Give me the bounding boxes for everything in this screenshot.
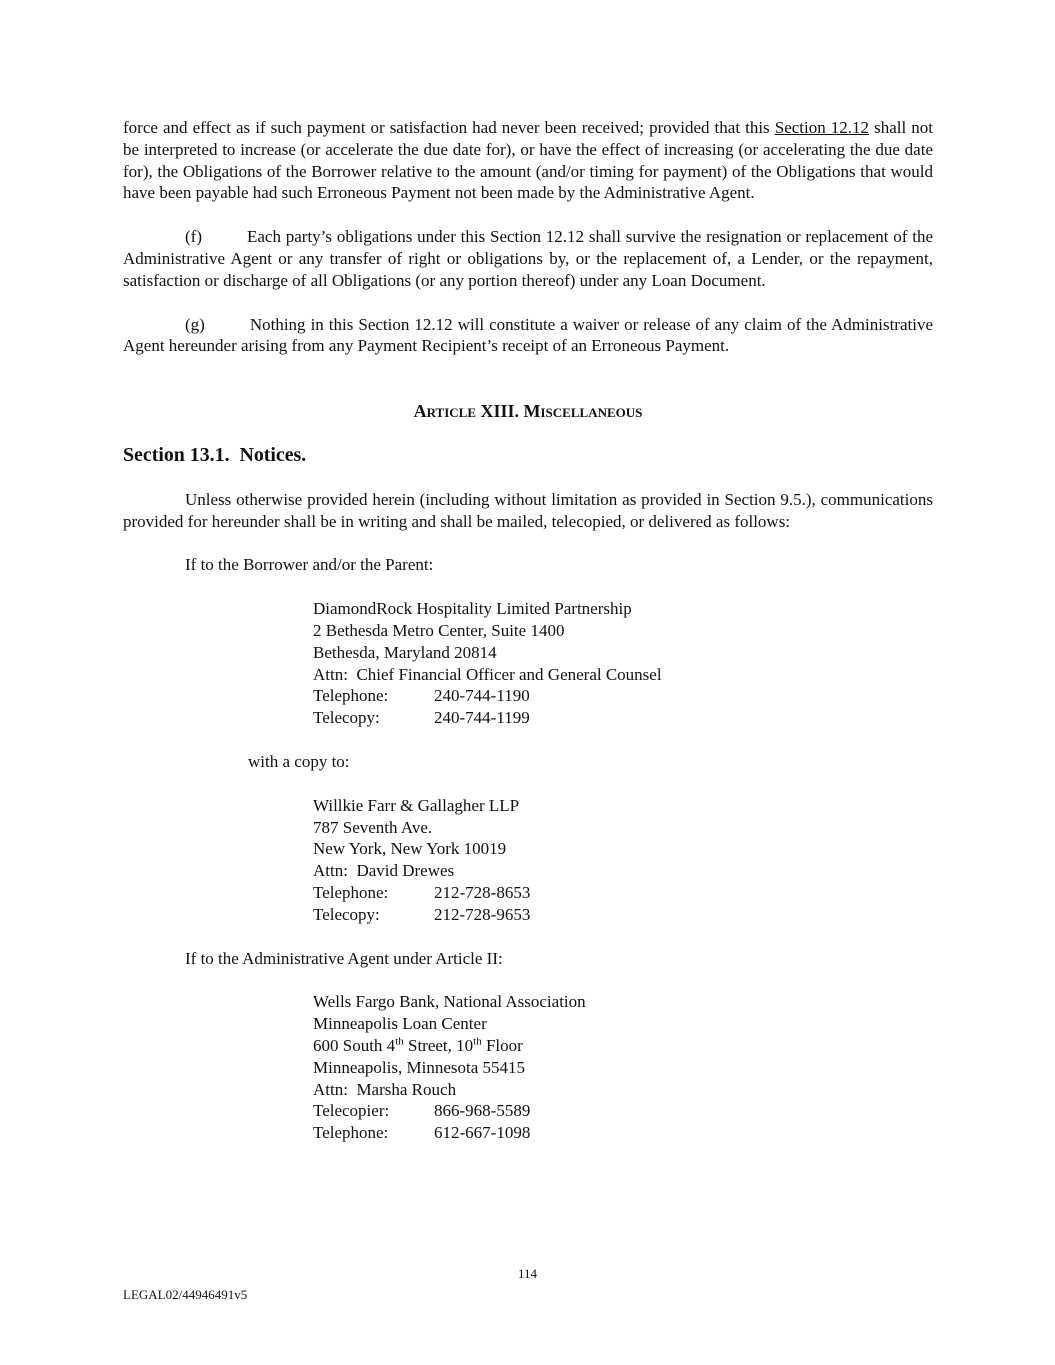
- paragraph-text: force and effect as if such payment or satisfaction had never been received; provided that this: [123, 118, 775, 137]
- paragraph-text: shall not be interpreted to increase (or accelerate the due date for), or have the effect of increasing (or accelerating the due date for), the Obligations of the Borrower relative to the amount (and/or timing for payment) of the Obligations that would have been payable had such Erroneous Payment not been made by the Administrative Agent.: [123, 118, 933, 203]
- paragraph-text: Each party’s obligations under this Section 12.12 shall survive the resignation or replacement of the Administrative Agent or any transfer of right or obligations by, or the replacement of, a Lender, or the repayment, satisfaction or discharge of all Obligations (or any portion thereof) under any Loan Document.: [123, 227, 933, 290]
- phone-number: 240-744-1199: [434, 708, 530, 728]
- phone-number: 212-728-8653: [434, 882, 531, 902]
- phone-number: 866-968-5589: [434, 1101, 531, 1121]
- paragraph-f: [123, 226, 933, 291]
- phone-label: Telephone:: [313, 686, 389, 706]
- address-line-company: Wells Fargo Bank, National Association: [313, 992, 586, 1012]
- agent-address-block: [123, 991, 933, 1144]
- article-xiii-heading: Article XIII. Miscellaneous: [413, 401, 643, 422]
- phone-label: Telephone:: [313, 1123, 389, 1143]
- phone-number: 240-744-1190: [434, 686, 530, 706]
- phone-line: [313, 904, 933, 926]
- address-line-company: Willkie Farr & Gallagher LLP: [313, 795, 520, 815]
- phone-line: [313, 1122, 933, 1144]
- paragraph-label: (g): [185, 314, 205, 334]
- phone-label: Telecopier:: [313, 1101, 390, 1121]
- address-line-company: DiamondRock Hospitality Limited Partnership: [313, 599, 632, 619]
- section-13-1-heading: Section 13.1. Notices.: [123, 443, 307, 466]
- phone-number: 612-667-1098: [434, 1123, 531, 1143]
- phone-label: Telephone:: [313, 882, 389, 902]
- street-text: Floor: [481, 1035, 523, 1055]
- address-line-city: New York, New York 10019: [313, 839, 507, 859]
- phone-line: [313, 882, 933, 904]
- phone-line: [313, 707, 933, 729]
- address-line-attn: Attn: Chief Financial Officer and General Counsel: [313, 664, 662, 684]
- ordinal-superscript: th: [473, 1035, 482, 1048]
- street-text: Street, 10: [403, 1035, 474, 1055]
- continuation-paragraph: [123, 117, 933, 204]
- address-line-street: 787 Seventh Ave.: [313, 817, 433, 837]
- address-line-attn: Attn: David Drewes: [313, 861, 455, 881]
- phone-label: Telecopy:: [313, 708, 380, 728]
- paragraph-g: [123, 314, 933, 358]
- address-line-city: Bethesda, Maryland 20814: [313, 642, 497, 662]
- street-text: 600 South 4: [313, 1035, 396, 1055]
- address-line-attn: Attn: Marsha Rouch: [313, 1079, 457, 1099]
- agent-notice-intro: If to the Administrative Agent under Article II:: [185, 948, 503, 968]
- paragraph-text: Nothing in this Section 12.12 will constitute a waiver or release of any claim of the Administrative Agent hereunder arising from any Payment Recipient’s receipt of an Erroneous Payment.: [123, 314, 933, 356]
- page-content: [123, 117, 933, 1166]
- notices-intro-paragraph: Unless otherwise provided herein (including without limitation as provided in Section 9.5.), communications provided for hereunder shall be in writing and shall be mailed, telecopied, or delivered as follows:: [123, 489, 933, 531]
- phone-line: [313, 685, 933, 707]
- address-line-street: [313, 1035, 933, 1057]
- borrower-address-block: [123, 598, 933, 729]
- copy-to-intro: with a copy to:: [248, 751, 350, 771]
- address-line-city: Minneapolis, Minnesota 55415: [313, 1057, 526, 1077]
- page-number: 114: [517, 1266, 538, 1281]
- address-line-center: Minneapolis Loan Center: [313, 1014, 487, 1034]
- phone-line: [313, 1100, 933, 1122]
- phone-label: Telecopy:: [313, 904, 380, 924]
- document-id-footer: LEGAL02/44946491v5: [123, 1287, 248, 1302]
- section-12-12-reference: Section 12.12: [774, 118, 870, 137]
- address-line-street: 2 Bethesda Metro Center, Suite 1400: [313, 620, 565, 640]
- phone-number: 212-728-9653: [434, 904, 531, 924]
- borrower-notice-intro: If to the Borrower and/or the Parent:: [185, 555, 434, 575]
- counsel-address-block: [123, 795, 933, 926]
- ordinal-superscript: th: [395, 1035, 404, 1048]
- paragraph-label: (f): [185, 227, 202, 247]
